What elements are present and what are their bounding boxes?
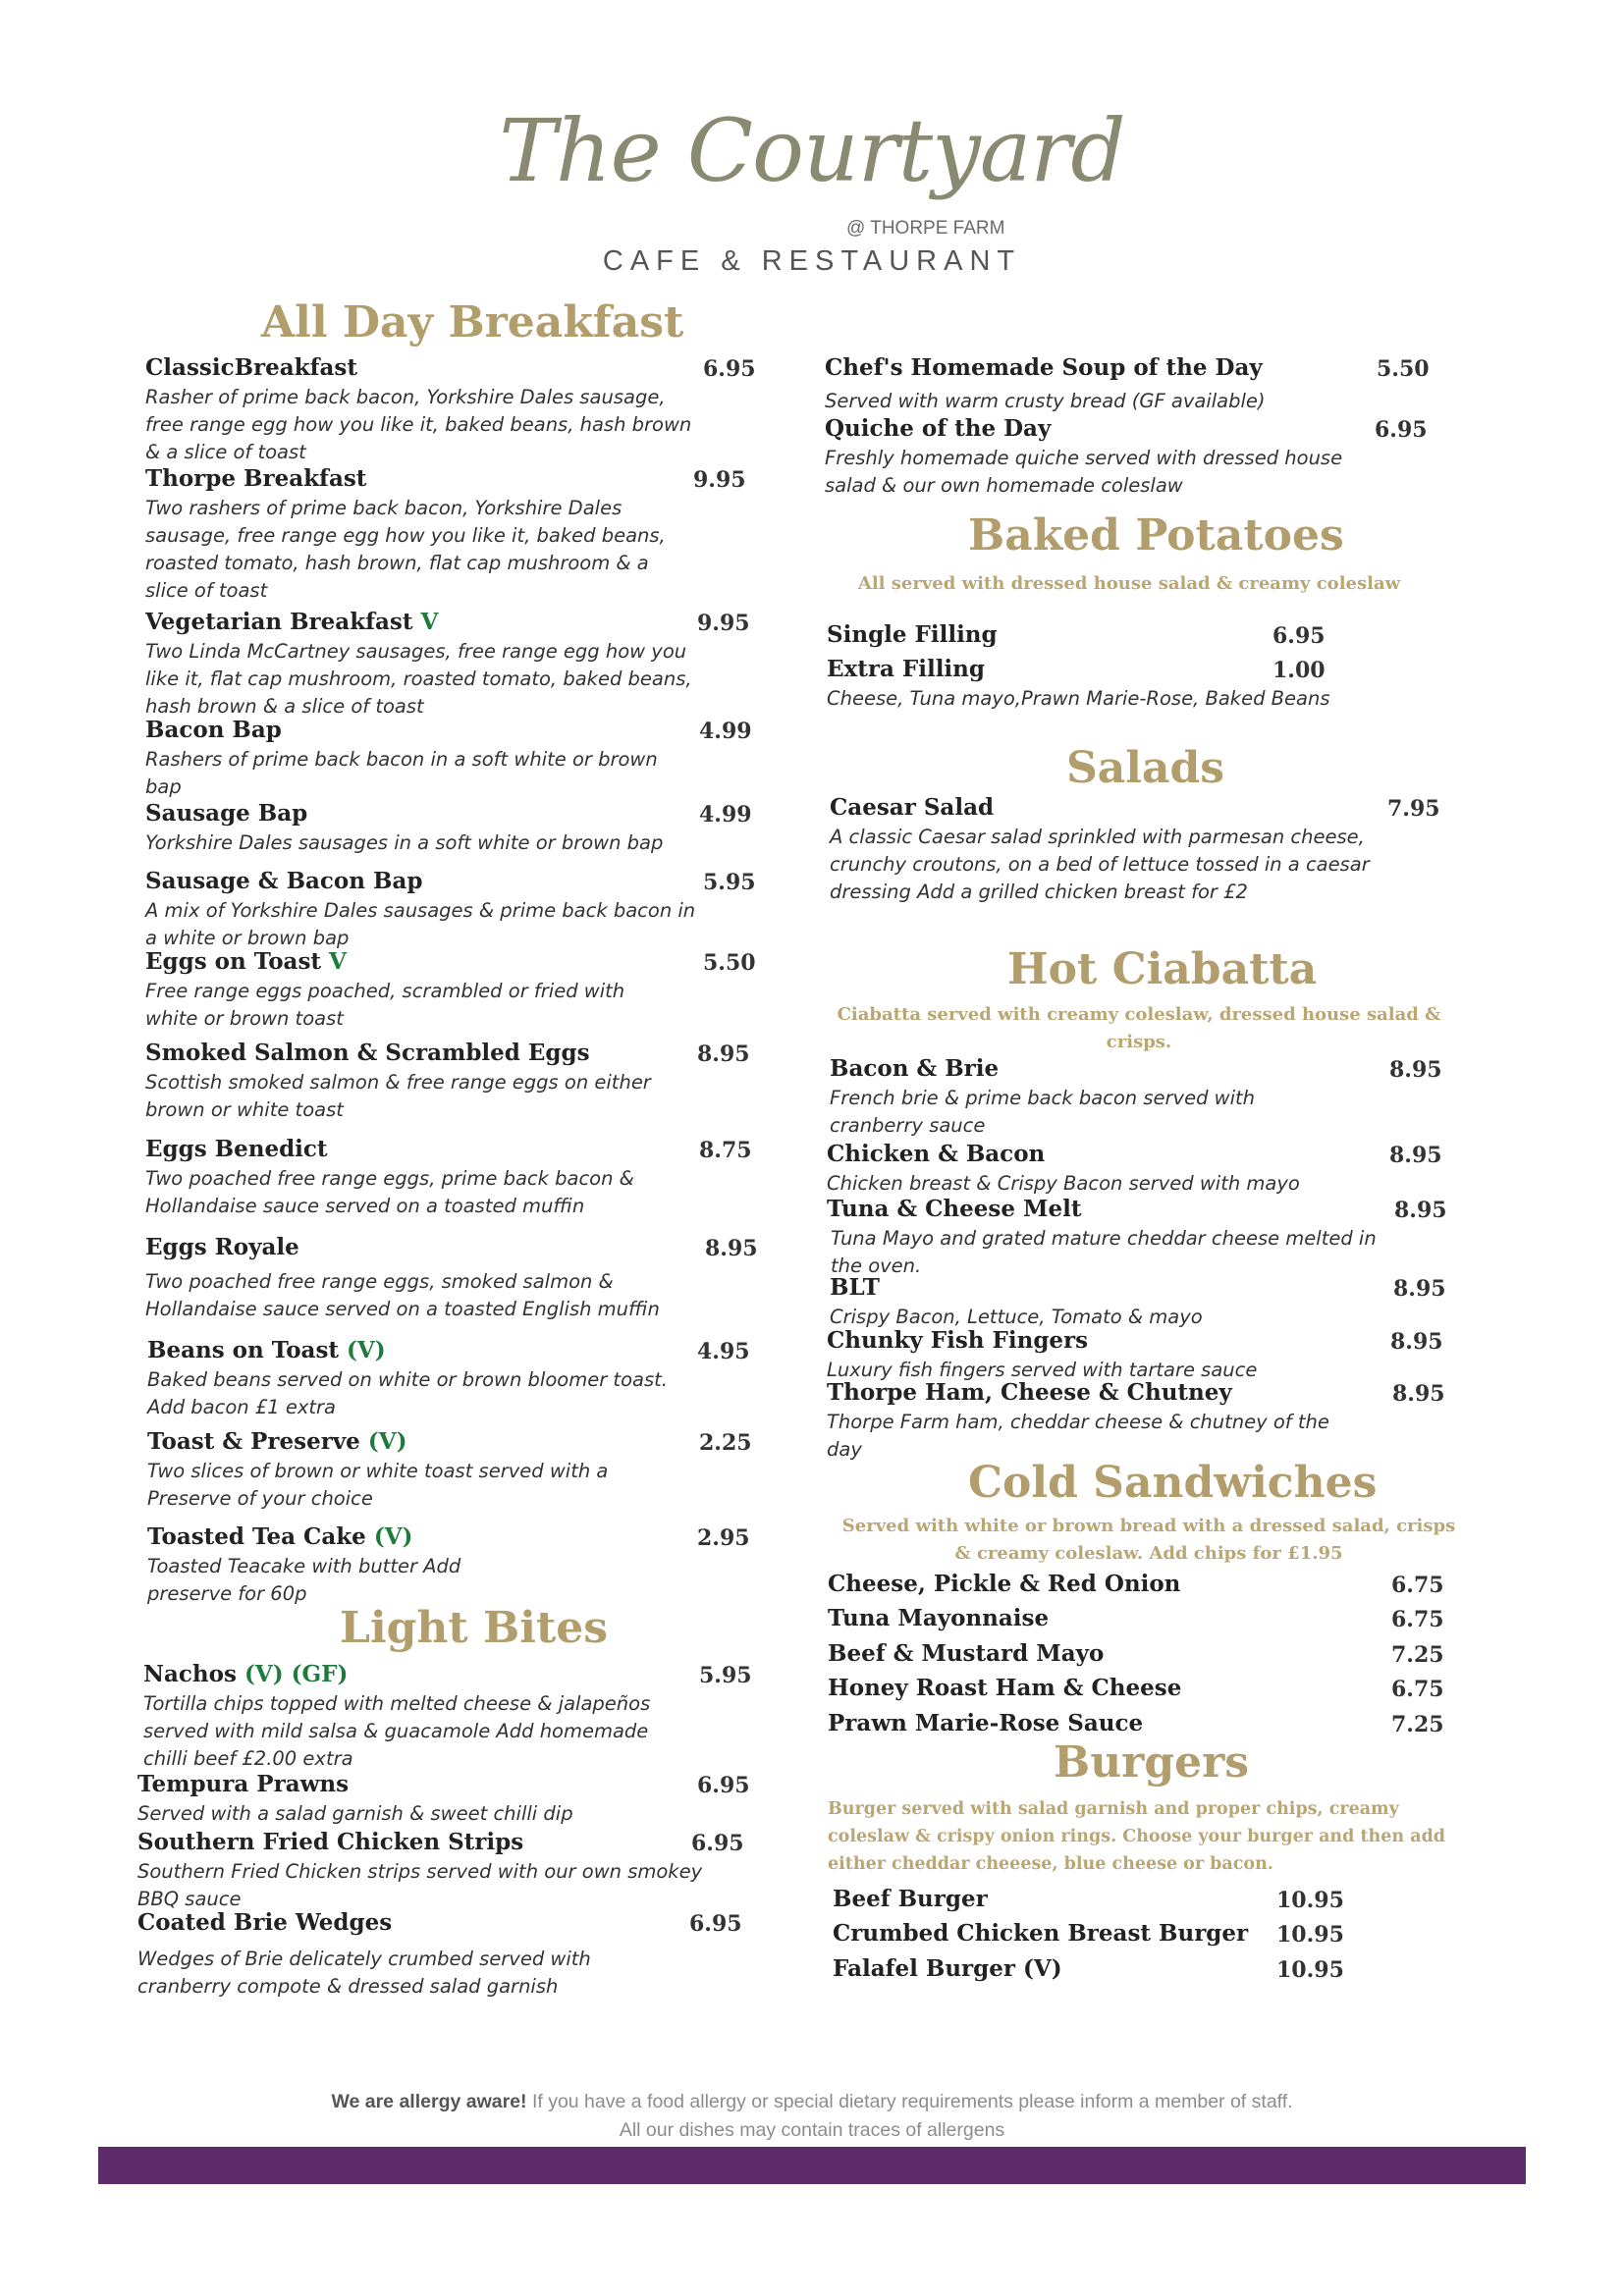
- item-name: Caesar Salad: [830, 794, 995, 821]
- item-name: Crumbed Chicken Breast Burger: [833, 1920, 1249, 1947]
- item-description: Scottish smoked salmon & free range eggs on either brown or white toast: [145, 1071, 651, 1121]
- section-title-light-bites: Light Bites: [340, 1603, 609, 1653]
- section-subtitle-burgers: Burger served with salad garnish and proper chips, creamy coleslaw & crispy onion rings. Choose your burger and then add either cheddar cheeese, blue cheese or bacon.: [828, 1799, 1446, 1874]
- item-price: 2.95: [697, 1525, 750, 1551]
- item-name: Bacon Bap: [145, 717, 282, 743]
- item-description: Served with a salad garnish & sweet chilli dip: [137, 1802, 573, 1825]
- item-description: Tuna Mayo and grated mature cheddar cheese melted in the oven.: [831, 1227, 1377, 1277]
- item-description: Freshly homemade quiche served with dressed house salad & our own homemade coleslaw: [825, 447, 1343, 497]
- item-name: Chef's Homemade Soup of the Day: [825, 354, 1263, 381]
- item-price: 5.95: [699, 1663, 752, 1688]
- item-description: Served with warm crusty bread (GF available): [825, 390, 1266, 412]
- item-price: 8.95: [1389, 1143, 1442, 1168]
- item-name: Beef & Mustard Mayo: [828, 1640, 1105, 1667]
- item-price: 6.95: [697, 1773, 750, 1798]
- item-name: Beef Burger: [833, 1886, 988, 1912]
- allergy-text: If you have a food allergy or special dietary requirements please inform a member of staff.: [526, 2091, 1293, 2112]
- item-price: 10.95: [1276, 1922, 1344, 1948]
- item-description: Rasher of prime back bacon, Yorkshire Dales sausage, free range egg how you like it, baked beans, hash brown & a slice of toast: [145, 386, 692, 463]
- item-price: 7.95: [1387, 796, 1440, 822]
- item-price: 6.95: [703, 356, 756, 382]
- item-name: Southern Fried Chicken Strips: [137, 1829, 524, 1855]
- section-title-hot-ciabatta: Hot Ciabatta: [1007, 944, 1318, 994]
- item-name: Thorpe Breakfast: [145, 465, 367, 492]
- item-price: 2.25: [699, 1430, 752, 1456]
- item-description: Tortilla chips topped with melted cheese & jalapeños served with mild salsa & guacamole Add homemade chilli beef £2.00 extra: [143, 1692, 651, 1770]
- section-subtitle-baked-potatoes: All served with dressed house salad & creamy coleslaw: [857, 573, 1401, 594]
- item-price: 4.95: [697, 1339, 750, 1364]
- vegetarian-tag: (V): [367, 1428, 407, 1455]
- item-name: Nachos (V) (GF): [143, 1661, 349, 1687]
- vegetarian-tag: (V): [1023, 1955, 1062, 1982]
- section-title-burgers: Burgers: [1054, 1737, 1250, 1788]
- item-description: Two slices of brown or white toast served with a Preserve of your choice: [147, 1460, 609, 1510]
- section-title-salads: Salads: [1066, 743, 1225, 793]
- logo-farm-label: @ THORPE FARM: [846, 218, 1005, 239]
- item-price: 5.50: [703, 950, 756, 976]
- item-price: 6.75: [1391, 1573, 1444, 1598]
- item-name: Smoked Salmon & Scrambled Eggs: [145, 1040, 590, 1066]
- item-price: 6.95: [1375, 417, 1428, 443]
- item-price: 6.95: [689, 1911, 742, 1937]
- item-price: 5.50: [1377, 356, 1430, 382]
- item-name: Thorpe Ham, Cheese & Chutney: [827, 1379, 1232, 1406]
- item-price: 8.95: [705, 1236, 758, 1261]
- item-name: Falafel Burger (V): [833, 1955, 1062, 1982]
- item-name: Vegetarian Breakfast V: [145, 609, 439, 635]
- item-name: Tuna & Cheese Melt: [827, 1196, 1082, 1222]
- item-name: Beans on Toast (V): [147, 1337, 386, 1363]
- item-name: Eggs on Toast V: [145, 948, 347, 975]
- item-name: Toast & Preserve (V): [147, 1428, 407, 1455]
- item-price: 5.95: [703, 870, 756, 895]
- item-price: 4.99: [699, 719, 752, 744]
- item-price: 10.95: [1276, 1957, 1344, 1983]
- item-description: Cheese, Tuna mayo,Prawn Marie-Rose, Baked Beans: [827, 687, 1330, 710]
- item-price: 7.25: [1391, 1712, 1444, 1737]
- item-price: 10.95: [1276, 1888, 1344, 1913]
- item-price: 6.95: [691, 1831, 744, 1856]
- item-description: Two Linda McCartney sausages, free range egg how you like it, flat cap mushroom, roasted tomato, baked beans, hash brown & a slice of toast: [145, 640, 692, 718]
- item-description: Chicken breast & Crispy Bacon served with mayo: [827, 1172, 1300, 1195]
- section-subtitle-hot-ciabatta: Ciabatta served with creamy coleslaw, dressed house salad & crisps.: [837, 1004, 1441, 1052]
- allergy-heading: We are allergy aware!: [331, 2091, 527, 2112]
- item-name: Tempura Prawns: [137, 1771, 350, 1797]
- item-name: Coated Brie Wedges: [137, 1909, 393, 1936]
- section-title-baked-potatoes: Baked Potatoes: [968, 510, 1344, 561]
- item-name: Eggs Benedict: [145, 1136, 328, 1162]
- item-name: Single Filling: [827, 621, 998, 648]
- item-description: Wedges of Brie delicately crumbed served with cranberry compote & dressed salad garnish: [137, 1948, 591, 1998]
- item-description: Two rashers of prime back bacon, Yorkshire Dales sausage, free range egg how you like it, baked beans, roasted tomato, hash brown, flat cap mushroom & a slice of toast: [145, 497, 666, 602]
- restaurant-logo: [0, 100, 1624, 278]
- item-name: Bacon & Brie: [830, 1055, 1000, 1082]
- vegetarian-tag: (V): [373, 1523, 413, 1550]
- item-description: Two poached free range eggs, smoked salmon & Hollandaise sauce served on a toasted English muffin: [145, 1270, 660, 1320]
- item-description: Crispy Bacon, Lettuce, Tomato & mayo: [830, 1306, 1203, 1328]
- item-name: Extra Filling: [827, 656, 985, 682]
- item-description: Thorpe Farm ham, cheddar cheese & chutney of the day: [827, 1411, 1329, 1461]
- logo-wordmark: The Courtyard: [499, 100, 1125, 201]
- item-description: Baked beans served on white or brown bloomer toast. Add bacon £1 extra: [147, 1368, 668, 1418]
- item-name: Cheese, Pickle & Red Onion: [828, 1571, 1181, 1597]
- item-price: 8.95: [697, 1041, 750, 1067]
- item-description: A mix of Yorkshire Dales sausages & prime back bacon in a white or brown bap: [145, 899, 696, 949]
- item-name: Sausage Bap: [145, 800, 308, 827]
- allergy-notice: [0, 2088, 1624, 2145]
- item-name: Chicken & Bacon: [827, 1141, 1046, 1167]
- item-description: A classic Caesar salad sprinkled with parmesan cheese, crunchy croutons, on a bed of lettuce tossed in a caesar dressing Add a grilled chicken breast for £2: [830, 826, 1370, 903]
- section-subtitle-cold-sandwiches: Served with white or brown bread with a dressed salad, crisps & creamy coleslaw. Add chips for £1.95: [841, 1516, 1456, 1564]
- item-description: Toasted Teacake with butter Add preserve for 60p: [147, 1555, 461, 1605]
- item-description: Southern Fried Chicken strips served with our own smokey BBQ sauce: [137, 1860, 703, 1910]
- item-name: Quiche of the Day: [825, 415, 1052, 442]
- item-name: Honey Roast Ham & Cheese: [828, 1675, 1182, 1701]
- item-price: 8.95: [1393, 1276, 1446, 1302]
- dietary-tag: (V) (GF): [244, 1661, 349, 1687]
- item-description: Free range eggs poached, scrambled or fried with white or brown toast: [145, 980, 625, 1030]
- item-name: Prawn Marie-Rose Sauce: [828, 1710, 1144, 1736]
- item-name: Toasted Tea Cake (V): [147, 1523, 413, 1550]
- vegetarian-tag: (V): [347, 1337, 386, 1363]
- item-price: 8.95: [1389, 1057, 1442, 1083]
- item-name: Tuna Mayonnaise: [828, 1605, 1050, 1631]
- item-price: 6.95: [1272, 623, 1326, 649]
- allergy-line-2: All our dishes may contain traces of allergens: [619, 2119, 1005, 2141]
- item-description: Yorkshire Dales sausages in a soft white or brown bap: [145, 831, 664, 854]
- item-price: 9.95: [697, 611, 750, 636]
- item-price: 4.99: [699, 802, 752, 828]
- item-name: Sausage & Bacon Bap: [145, 868, 423, 894]
- vegetarian-tag: V: [420, 609, 439, 635]
- section-title-cold-sandwiches: Cold Sandwiches: [968, 1458, 1378, 1508]
- item-price: 1.00: [1272, 658, 1326, 683]
- item-name: Chunky Fish Fingers: [827, 1327, 1089, 1354]
- item-price: 8.95: [1390, 1329, 1443, 1355]
- item-price: 6.75: [1391, 1677, 1444, 1702]
- item-price: 8.95: [1394, 1198, 1447, 1223]
- item-description: Rashers of prime back bacon in a soft white or brown bap: [145, 748, 658, 798]
- item-price: 8.75: [699, 1138, 752, 1163]
- item-price: 9.95: [693, 467, 746, 493]
- item-price: 7.25: [1391, 1642, 1444, 1668]
- vegetarian-tag: V: [329, 948, 347, 975]
- footer-bar: [98, 2147, 1526, 2184]
- item-price: 8.95: [1392, 1381, 1445, 1407]
- item-name: Eggs Royale: [145, 1234, 299, 1260]
- section-title-breakfast: All Day Breakfast: [261, 297, 684, 347]
- item-description: Two poached free range eggs, prime back bacon & Hollandaise sauce served on a toasted muffin: [145, 1167, 634, 1217]
- item-description: French brie & prime back bacon served with cranberry sauce: [830, 1087, 1256, 1137]
- logo-subtitle: CAFE & RESTAURANT: [602, 245, 1022, 277]
- item-description: Luxury fish fingers served with tartare sauce: [827, 1359, 1258, 1381]
- item-price: 6.75: [1391, 1607, 1444, 1632]
- item-name: ClassicBreakfast: [145, 354, 357, 381]
- item-name: BLT: [830, 1274, 880, 1301]
